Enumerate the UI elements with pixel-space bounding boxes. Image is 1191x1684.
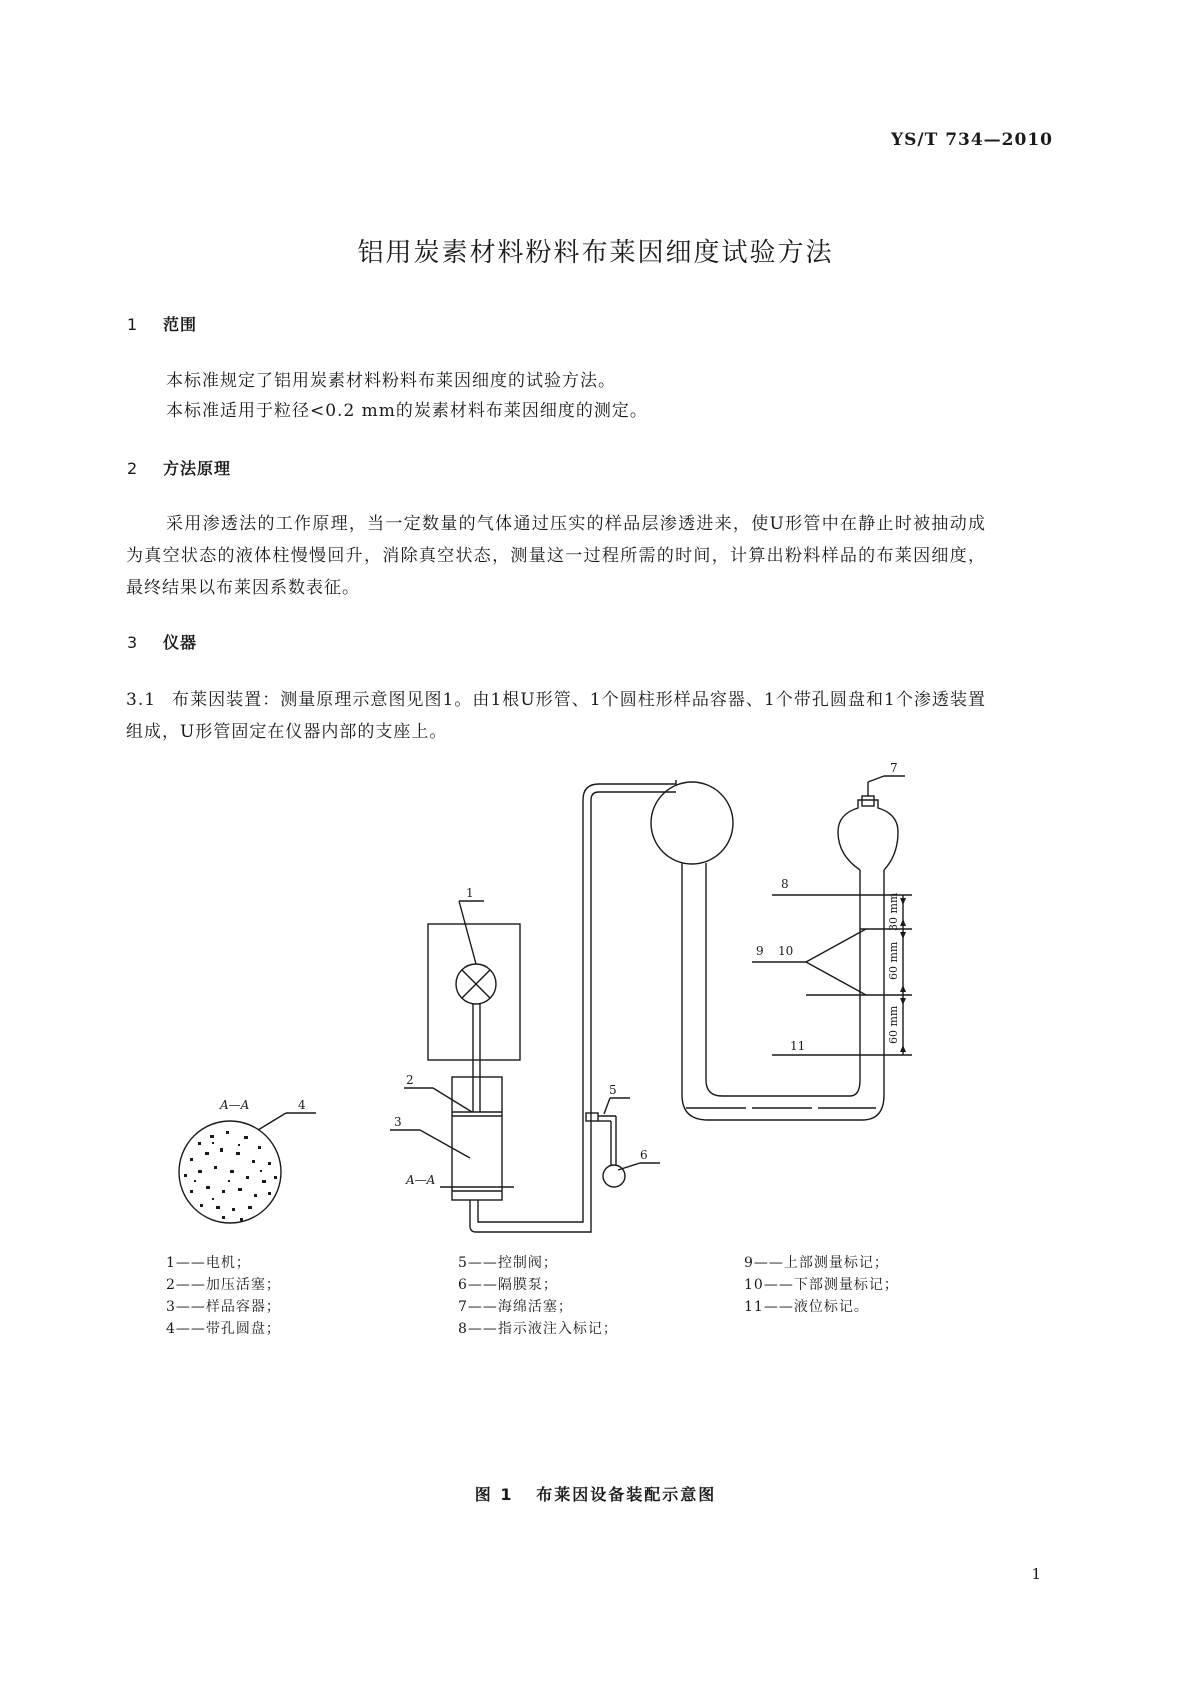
label-11: 11	[790, 1039, 806, 1053]
section-number: 3	[127, 633, 139, 652]
section-title: 仪器	[163, 633, 198, 652]
section-1-paragraph-1: 本标准规定了铝用炭素材料粉料布莱因细度的试验方法。	[166, 371, 616, 391]
right-bulb	[838, 800, 898, 870]
document-title: 铝用炭素材料粉料布莱因细度试验方法	[357, 238, 834, 268]
clause-number: 3.1	[126, 690, 157, 710]
legend-item: 2——加压活塞；	[166, 1277, 281, 1293]
label-10: 10	[778, 944, 794, 958]
figure-number: 图 1	[474, 1485, 514, 1504]
section-label-aa: A—A	[220, 1098, 250, 1112]
legend-item: 6——隔膜泵；	[458, 1277, 558, 1293]
dimension-60mm-lower: 60 mm	[887, 1005, 900, 1044]
left-bulb	[651, 782, 733, 864]
section-2-paragraph: 采用渗透法的工作原理，当一定数量的气体通过压实的样品层渗透进来，使U形管中在静止时被抽动成为真空状态的液体柱慢慢回升，消除真空状态，测量这一过程所需的时间，计算出粉料样品的布莱因细度，最终结果以布莱因系数表征。	[126, 514, 986, 598]
legend-item: 5——控制阀；	[458, 1255, 558, 1271]
connecting-tube	[470, 792, 676, 1232]
label-8: 8	[781, 877, 789, 891]
clause-text: 布莱因装置：测量原理示意图见图1。由1根U形管、1个圆柱形样品容器、1个带孔圆盘和1个渗透装置组成，U形管固定在仪器内部的支座上。	[126, 690, 986, 742]
label-5: 5	[609, 1083, 617, 1097]
dimension-30mm: 30 mm	[887, 892, 900, 931]
label-1: 1	[466, 886, 474, 900]
legend-item: 1——电机；	[166, 1255, 251, 1271]
section-label-aa-container: A—A	[406, 1173, 436, 1187]
legend-column-1	[166, 1252, 366, 1340]
legend-column-3	[744, 1252, 964, 1318]
legend-item: 8——指示液注入标记；	[458, 1321, 618, 1337]
label-3: 3	[394, 1115, 402, 1129]
legend-item: 3——样品容器；	[166, 1299, 281, 1315]
label-2: 2	[406, 1073, 414, 1087]
legend-item: 9——上部测量标记；	[744, 1255, 889, 1271]
legend-item: 11——液位标记。	[744, 1299, 869, 1315]
disc-perforations	[184, 1131, 277, 1221]
legend-column-2	[458, 1252, 678, 1340]
label-6: 6	[640, 1148, 648, 1162]
label-4: 4	[298, 1098, 306, 1112]
page-number: 1	[1031, 1565, 1041, 1583]
section-1-paragraph-2: 本标准适用于粒径<0.2 mm的炭素材料布莱因细度的测定。	[166, 401, 648, 421]
figure-title: 布莱因设备装配示意图	[536, 1485, 717, 1504]
sample-container	[452, 1077, 502, 1200]
label-9: 9	[756, 944, 764, 958]
legend-item: 7——海绵活塞；	[458, 1299, 573, 1315]
dimension-60mm-upper: 60 mm	[887, 941, 900, 980]
standard-code: YS/T 734—2010	[891, 130, 1053, 150]
section-number: 2	[127, 459, 139, 478]
figure-caption	[0, 1482, 1191, 1505]
legend-item: 4——带孔圆盘；	[166, 1321, 281, 1337]
section-number: 1	[127, 315, 139, 334]
legend-item: 10——下部测量标记；	[744, 1277, 899, 1293]
motor-box	[428, 924, 520, 1060]
section-title: 方法原理	[163, 459, 232, 478]
section-title: 范围	[163, 315, 198, 334]
label-7: 7	[890, 761, 898, 775]
sponge-piston	[862, 796, 874, 806]
control-valve	[586, 1113, 598, 1121]
